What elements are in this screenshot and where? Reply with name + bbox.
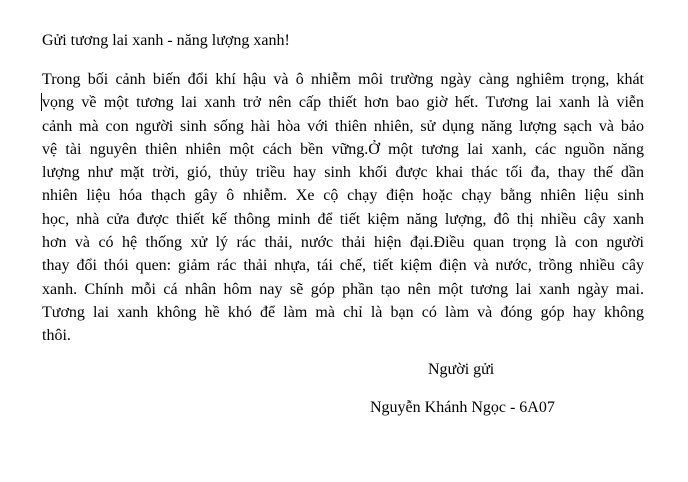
- text-cursor: [41, 93, 42, 111]
- sender-label: Người gửi: [428, 361, 495, 378]
- body-line: thay đổi thói quen: giảm rác thải nhựa, tái chế, tiết kiệm điện và nước, trồng nhiều cây: [42, 257, 644, 275]
- letter-greeting: Gửi tương lai xanh - năng lượng xanh!: [42, 32, 290, 49]
- body-line: lượng như mặt trời, gió, thủy triều hay sinh khối được khai thác tối đa, thay thế dần: [42, 164, 644, 182]
- body-line: vọng về một tương lai xanh trở nên cấp thiết hơn bao giờ hết. Tương lai xanh là viễn: [42, 94, 644, 112]
- body-line: Trong bối cảnh biến đổi khí hậu và ô nhiễm môi trường ngày càng nghiêm trọng, khát: [42, 71, 644, 88]
- letter-body[interactable]: [42, 68, 644, 348]
- body-line: hơn và có hệ thống xử lý rác thải, nước thải hiện đại.Điều quan trọng là con người: [42, 234, 644, 252]
- body-line: cảnh mà con người sinh sống hài hòa với thiên nhiên, sử dụng năng lượng sạch và bảo: [42, 117, 644, 135]
- sender-name: Nguyễn Khánh Ngọc - 6A07: [370, 399, 555, 416]
- body-line: học, nhà cửa được thiết kế thông minh để tiết kiệm năng lượng, đô thị nhiều cây xanh: [42, 210, 644, 228]
- body-line: nhiên liệu hóa thạch gây ô nhiễm. Xe cộ chạy điện hoặc chạy bằng nhiên liệu sinh: [42, 187, 644, 205]
- body-line: xanh. Chính mỗi cá nhân hôm nay sẽ góp phần tạo nên một tương lai xanh ngày mai.: [42, 280, 644, 298]
- body-line: thôi.: [42, 327, 71, 345]
- body-line: Tương lai xanh không hề khó để làm mà chỉ là bạn có làm và đóng góp hay không: [42, 303, 644, 321]
- body-line: vệ tài nguyên thiên nhiên một cách bền vững.Ở một tương lai xanh, các nguồn năng: [42, 140, 644, 158]
